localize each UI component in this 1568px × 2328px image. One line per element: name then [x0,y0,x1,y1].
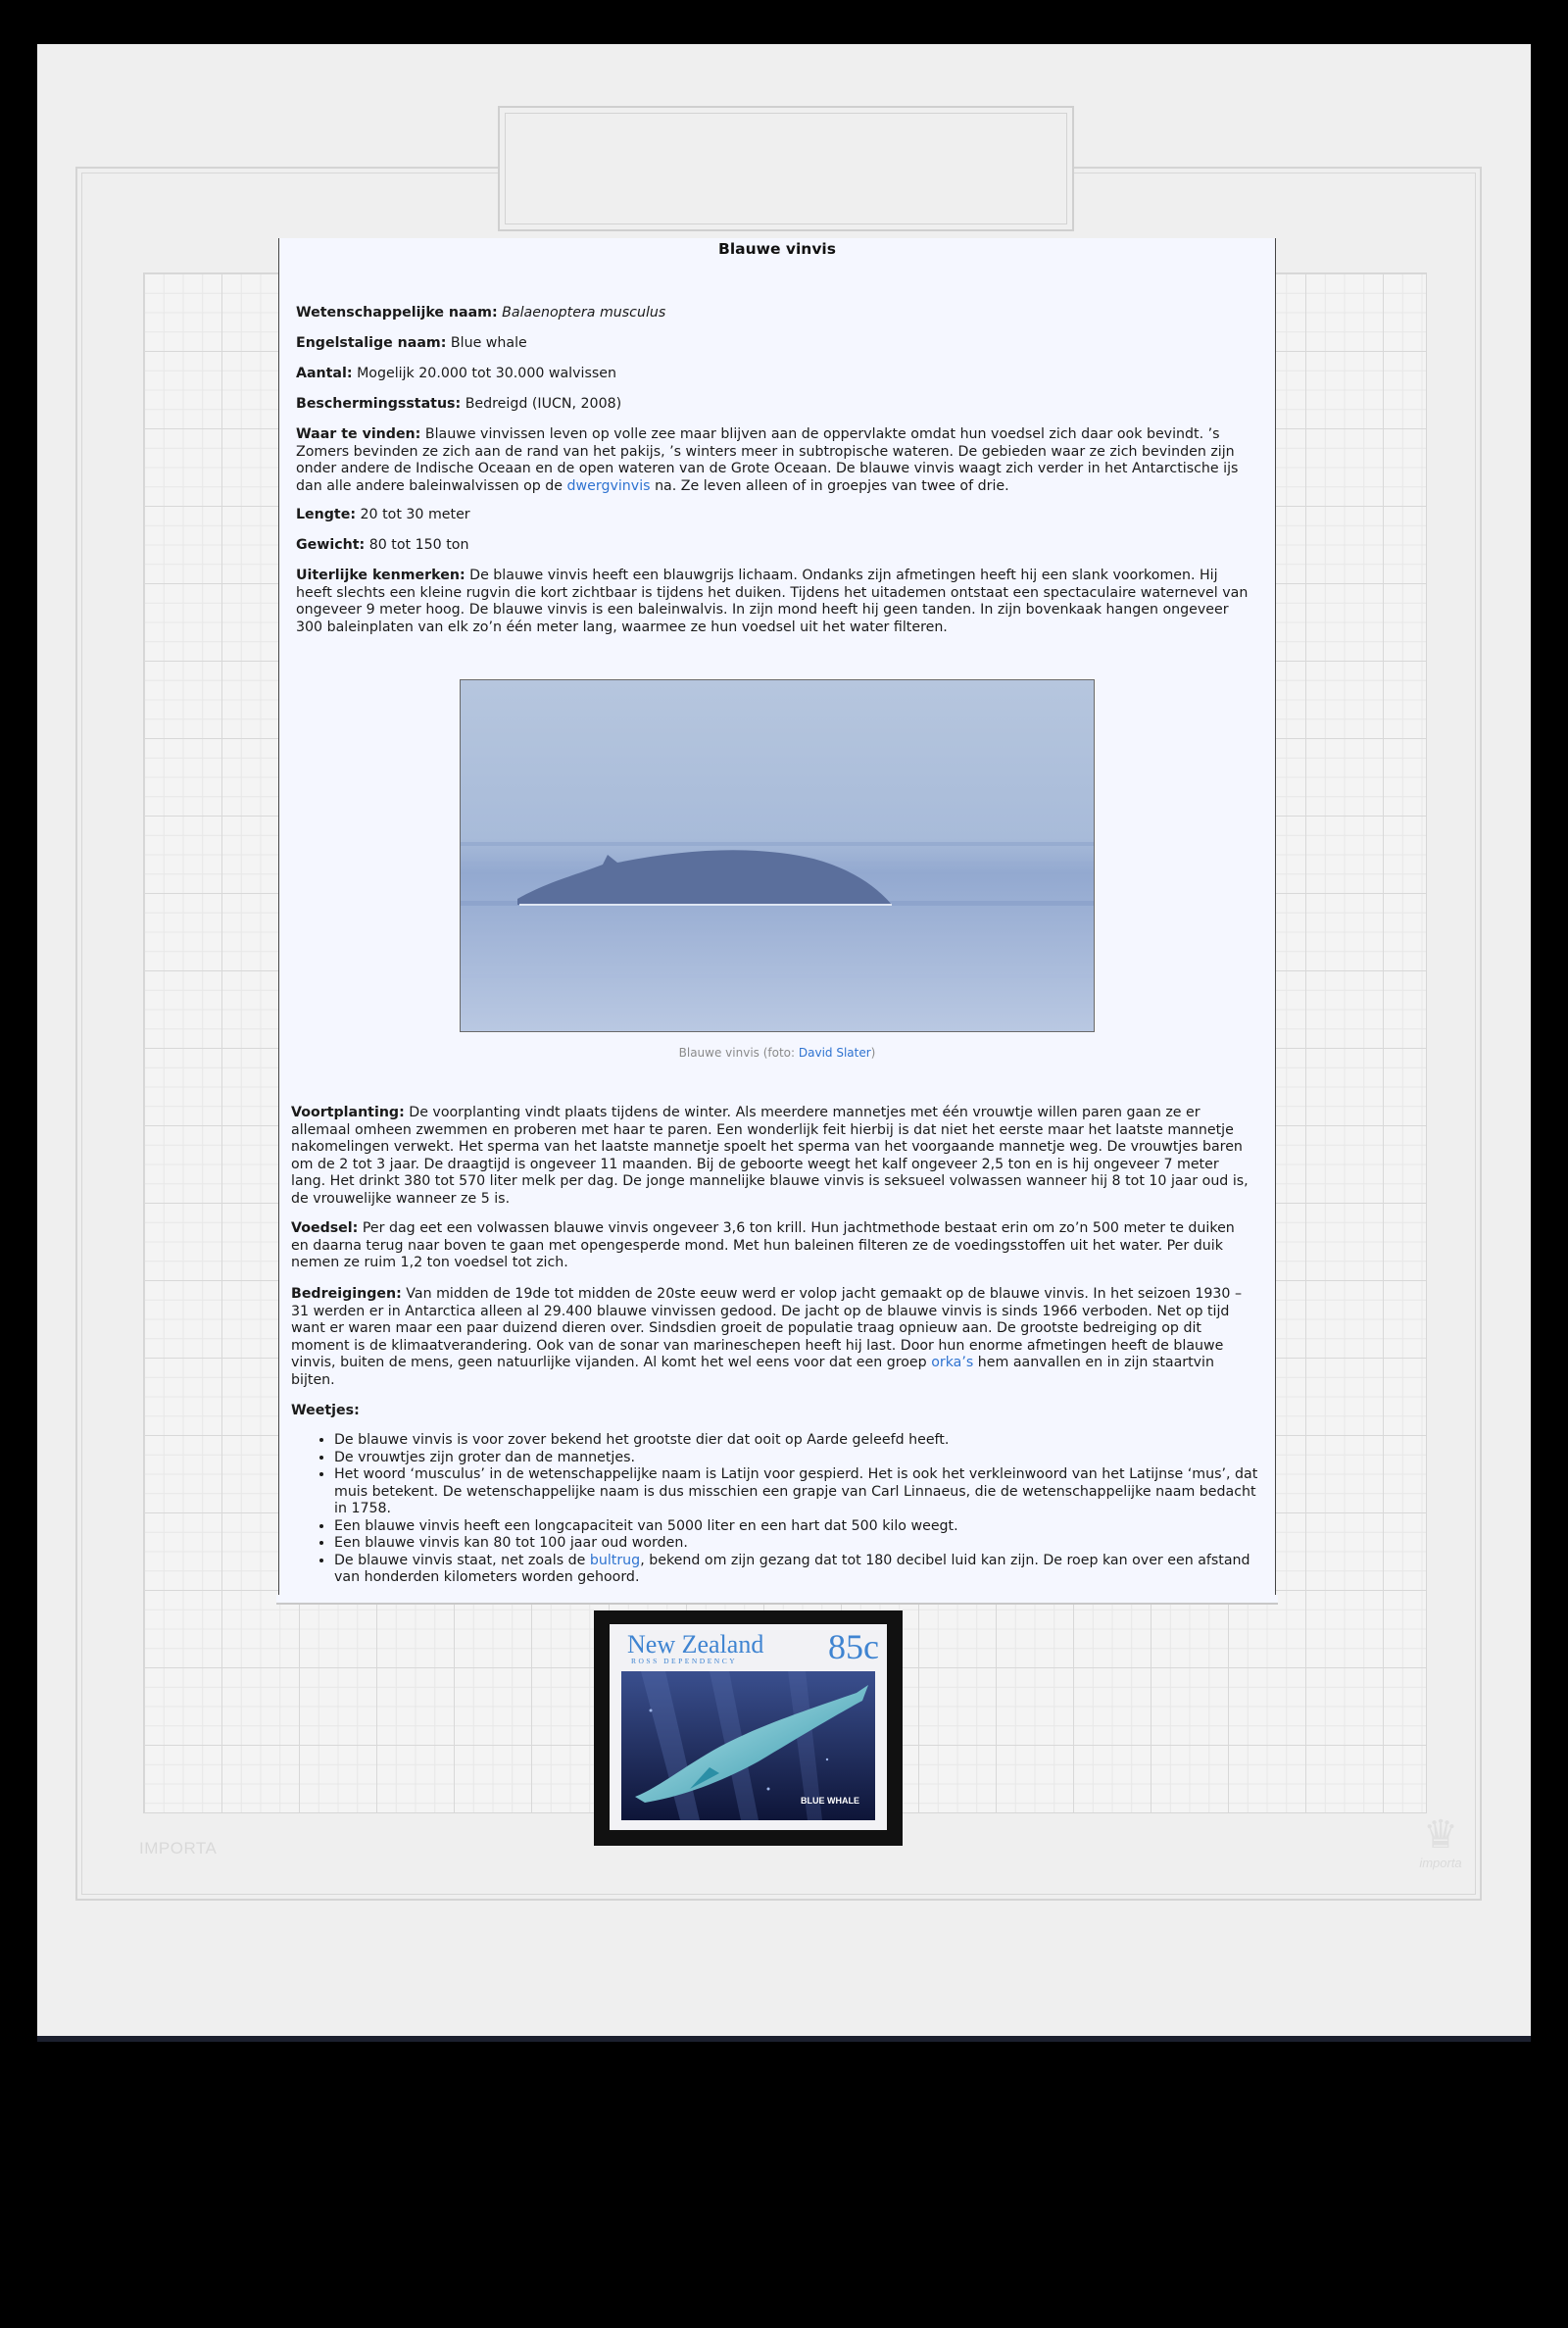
text: Per dag eet een volwassen blauwe vinvis ongeveer 3,6 ton krill. Hun jachtmethode bestaat erin om zo’n 500 meter te duiken en daarna terug naar boven te gaan met opengesperde mond. Met hun baleinen filteren ze de voedingsstoffen uit het water. Per duik nemen ze ruim 1,2 ton voedsel tot zich. [291,1220,1235,1270]
facts-list [315,1432,1259,1587]
fact-length [296,507,1255,524]
label: Lengte: [296,507,356,522]
crown-icon: ♛ [1423,1813,1458,1857]
list-item: • Het woord ‘musculus’ in de wetenschappelijke naam is Latijn voor gespierd. Het is ook het verkleinwoord van het Latijnse ‘mus’, dat muis betekent. De wetenschappelijke naam is dus misschien een grapje van Carl Linnaeus, die de wetenschappelijke naam bedacht in 1758. [334,1466,1259,1518]
label: Voedsel: [291,1220,359,1236]
value: Bedreigd (IUCN, 2008) [465,396,622,412]
list-item: • De vrouwtjes zijn groter dan de mannetjes. [334,1450,1259,1467]
link-dwergvinvis[interactable]: dwergvinvis [566,477,651,494]
postage-stamp [610,1624,887,1830]
label: Gewicht: [296,537,366,553]
list-item: • Een blauwe vinvis heeft een longcapaciteit van 5000 liter en een hart dat 500 kilo weegt. [334,1518,1259,1536]
fact-habitat [296,426,1255,495]
text: De blauwe vinvis staat, net zoals de [334,1552,586,1568]
label: Beschermingsstatus: [296,396,462,412]
stamp-subtitle: ROSS DEPENDENCY [631,1657,738,1665]
text: De voorplanting vindt plaats tijdens de winter. Als meerdere mannetjes met één vrouwtje willen paren gaan ze er allemaal omheen zwemmen en proberen met haar te paren. Een wonderlijk feit hierbij is dat niet het eerste maar het laatste mannetje nakomelingen verwekt. Het sperma van het laatste mannetje spoelt het sperma van het voorgaande mannetje weg. De vrouwtjes baren om de 2 tot 3 jaar. De draagtijd is ongeveer 11 maanden. Bij de geboorte weegt het kalf ongeveer 2,5 ton en is hij ongeveer 7 meter lang. Het drinkt 380 tot 570 liter melk per dag. De jonge mannelijke blauwe vinvis is seksueel volwassen wanneer hij 8 tot 10 jaar oud is, de vrouwelijke wanneer ze 5 is. [291,1105,1249,1207]
title-box [498,106,1074,231]
list-item: • De blauwe vinvis is voor zover bekend het grootste dier dat ooit op Aarde geleefd heeft. [334,1432,1259,1450]
value: Blue whale [450,335,527,351]
info-sheet [278,238,1276,1601]
text: Van midden de 19de tot midden de 20ste eeuw werd er volop jacht gemaakt op de blauwe vinvis. In het seizoen 1930 –31 werden er in Antarctica alleen al 29.400 blauwe vinvissen gedood. De jacht op de blauwe vinvis is sinds 1966 verboden. Net op tijd want er waren maar een paar duizend dieren over. Sindsdien groeit de populatie traag opnieuw aan. De grootste bedreiging op dit moment is de klimaatverandering. Ook van de sonar van marineschepen heeft hij last. Door hun enorme afmetingen heeft de blauwe vinvis, buiten de mens, geen natuurlijke vijanden. Al komt het wel eens voor dat een groep [291,1286,1243,1370]
text: , bekend om zijn gezang dat tot 180 decibel luid kan zijn. De roep kan over een afstand van honderden kilometers worden gehoord. [334,1552,1250,1585]
label: Wetenschappelijke naam: [296,305,498,321]
info-sheet-bottom [276,1595,1278,1605]
value: Balaenoptera musculus [502,305,666,321]
value: Mogelijk 20.000 tot 30.000 walvissen [357,366,616,381]
label: Aantal: [296,366,353,381]
stamp-whale-illustration [621,1671,875,1820]
fact-scientific-name [296,305,1255,322]
text: hem aanvallen en in zijn staartvin bijten. [291,1355,1214,1388]
text: na. Ze leven alleen of in groepjes van twee of drie. [655,477,1009,494]
fact-english-name [296,335,1255,353]
stamp-label: BLUE WHALE [801,1796,859,1806]
fact-count [296,366,1255,383]
stamp-country: New Zealand [627,1630,764,1659]
text: De blauwe vinvis heeft een blauwgrijs lichaam. Ondanks zijn afmetingen heeft hij een slank voorkomen. Hij heeft slechts een kleine rugvin die kort zichtbaar is tijdens het duiken. Tijdens het uitademen ontstaat een spectaculaire waternevel van ongeveer 9 meter hoog. De blauwe vinvis is een baleinwalvis. In zijn mond heeft hij geen tanden. In zijn bovenkaak hangen ongeveer 300 baleinplaten van elk zo’n één meter lang, waarmee ze hun voedsel uit het water filteren. [296,568,1249,635]
label: Voortplanting: [291,1105,405,1120]
label: Engelstalige naam: [296,335,447,351]
list-item: • Een blauwe vinvis kan 80 tot 100 jaar oud worden. [334,1535,1259,1553]
stamp-value: 85c [828,1627,879,1666]
page-bottom-edge [37,2036,1531,2042]
link-photographer[interactable]: David Slater [798,1046,871,1060]
whale-photo [460,679,1095,1032]
section-food [291,1220,1255,1272]
brand-text-left: IMPORTA [139,1839,218,1857]
fact-status [296,396,1255,414]
crown-logo [1411,1813,1470,1872]
page-title: Blauwe vinvis [718,240,836,258]
link-orkas[interactable]: orka’s [931,1355,974,1370]
value: 20 tot 30 meter [360,507,470,522]
link-bultrug[interactable]: bultrug [589,1552,641,1568]
caption-text: Blauwe vinvis (foto: [678,1046,799,1060]
value: 80 tot 150 ton [368,537,469,553]
postage-stamp-mount [594,1610,903,1846]
photo-caption [279,1046,1275,1060]
caption-text-end: ) [870,1046,876,1060]
label: Uiterlijke kenmerken: [296,568,466,583]
fact-appearance [296,568,1255,636]
fact-weight [296,537,1255,555]
section-threats [291,1286,1255,1389]
text: Blauwe vinvissen leven op volle zee maar blijven aan de oppervlakte omdat hun voedsel zich daar ook bevindt. ’s Zomers bevinden ze zich aan de rand van het pakijs, ’s winters meer in subtropische wateren. De gebieden waar ze zich bevinden zijn onder andere de Indische Oceaan en de open wateren van de Grote Oceaan. De blauwe vinvis waagt zich verder in het Antarctische ijs dan alle andere baleinwalvissen op de [296,426,1239,494]
list-item [334,1553,1259,1587]
brand-text-right: importa [1419,1856,1462,1870]
label: Bedreigingen: [291,1286,402,1302]
label: Weetjes: [291,1403,360,1418]
section-reproduction [291,1105,1255,1208]
section-facts-heading [291,1403,1255,1420]
label: Waar te vinden: [296,426,421,442]
